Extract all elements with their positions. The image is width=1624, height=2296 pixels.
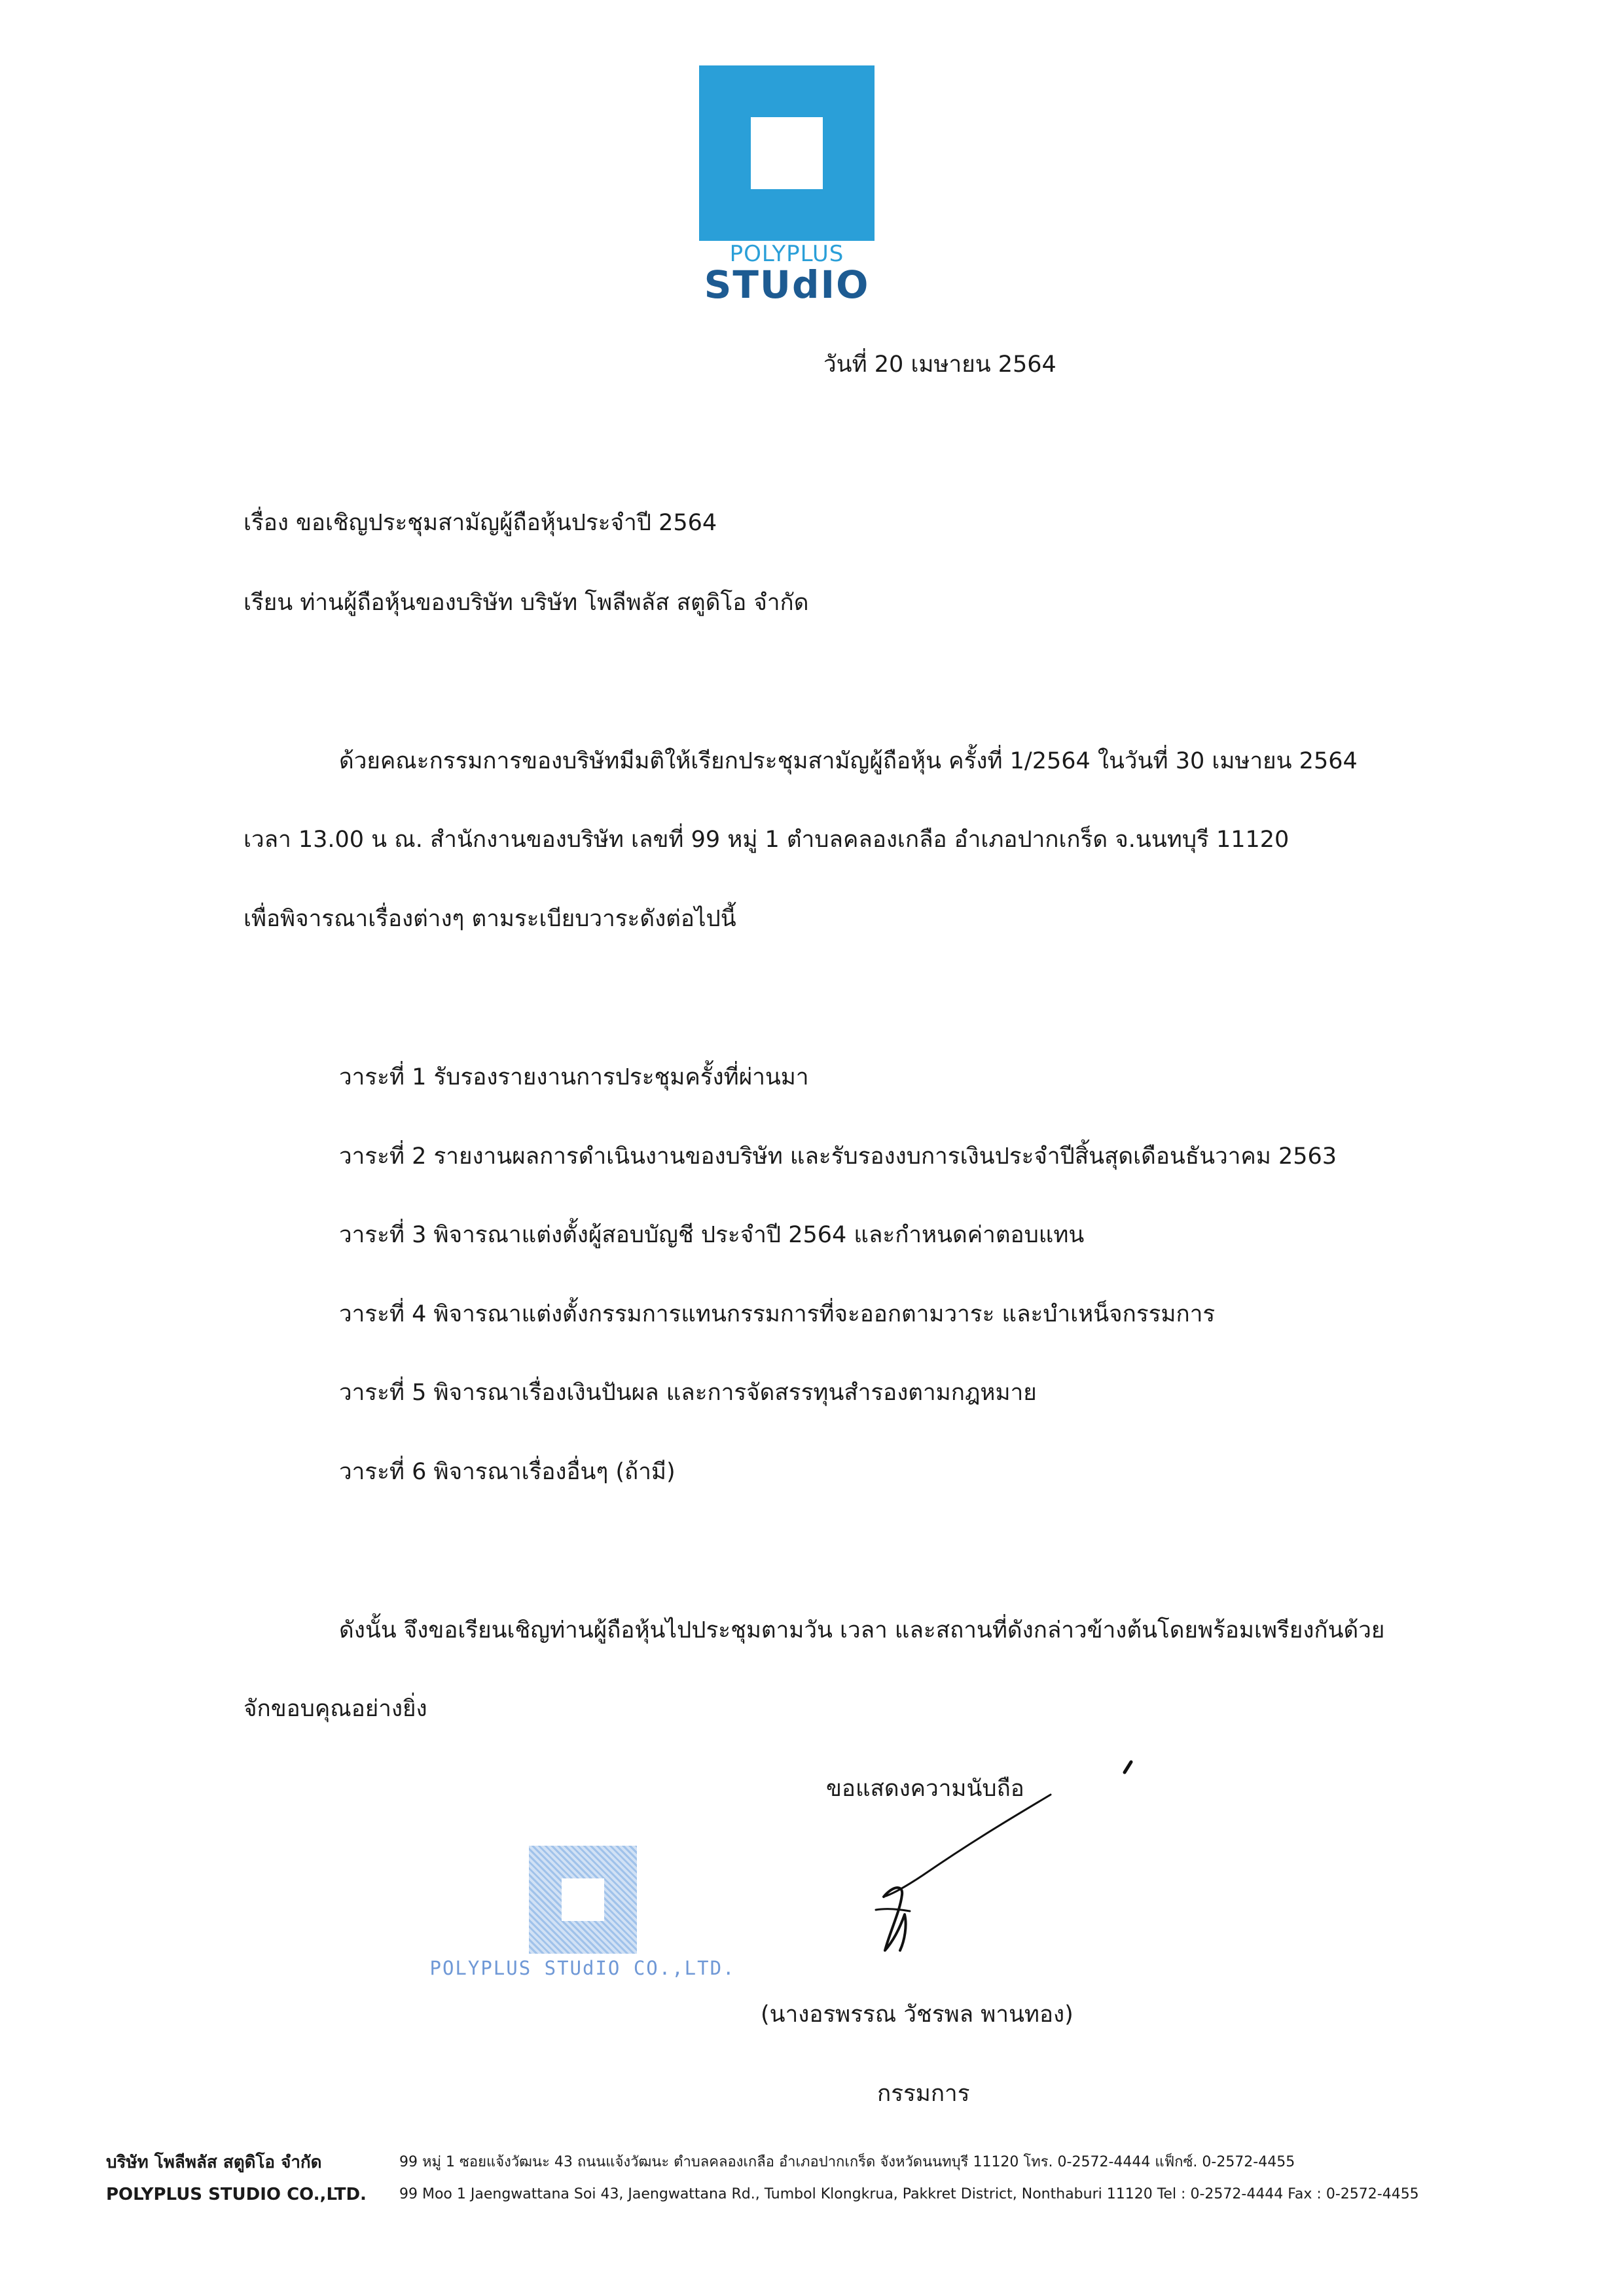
agenda-item: วาระที่ 2 รายงานผลการดำเนินงานของบริษัท และรับรองงบการเงินประจำปีสิ้นสุดเดือนธันวาคม 2563 [339, 1143, 1337, 1170]
company-stamp [419, 1846, 746, 1986]
footer-company-en: POLYPLUS STUDIO CO.,LTD. [106, 2185, 367, 2204]
footer-company-th: บริษัท โพลีพลัส สตูดิโอ จำกัด [106, 2153, 322, 2172]
agenda-item: วาระที่ 3 พิจารณาแต่งตั้งผู้สอบบัญชี ประจำปี 2564 และกำหนดค่าตอบแทน [339, 1222, 1085, 1248]
company-logo [699, 65, 875, 307]
footer-address-th: 99 หมู่ 1 ซอยแจ้งวัฒนะ 43 ถนนแจ้งวัฒนะ ตำบลคลองเกลือ อำเภอปากเกร็ด จังหวัดนนทบุรี 11120 โทร. 0-2572-4444 แฟ็กซ์. 0-2572-4455 [399, 2154, 1295, 2170]
logo-text-polyplus: POLYPLUS [729, 241, 844, 267]
signatory-name: (นางอรพรรณ วัชรพล พานทอง) [761, 2001, 1074, 2028]
regards-text: ขอแสดงความนับถือ [826, 1776, 1024, 1802]
signature-icon [864, 1754, 1139, 1964]
closing-line-1: ดังนั้น จึงขอเรียนเชิญท่านผู้ถือหุ้นไปประชุมตามวัน เวลา และสถานที่ดังกล่าวข้างต้นโดยพร้อมเพรียงกันด้วย [339, 1617, 1385, 1643]
body-line-2: เวลา 13.00 น ณ. สำนักงานของบริษัท เลขที่ 99 หมู่ 1 ตำบลคลองเกลือ อำเภอปากเกร็ด จ.นนทบุรี 11120 [244, 827, 1290, 853]
letter-date: วันที่ 20 เมษายน 2564 [823, 351, 1056, 378]
letter-subject: เรื่อง ขอเชิญประชุมสามัญผู้ถือหุ้นประจำปี 2564 [244, 510, 717, 536]
logo-text-studio: STUdIO [704, 262, 870, 307]
stamp-text: POLYPLUS STUdIO CO.,LTD. [429, 1957, 736, 1979]
agenda-item: วาระที่ 4 พิจารณาแต่งตั้งกรรมการแทนกรรมการที่จะออกตามวาระ และบำเหน็จกรรมการ [339, 1301, 1216, 1327]
footer-address-en: 99 Moo 1 Jaengwattana Soi 43, Jaengwattana Rd., Tumbol Klongkrua, Pakkret District, Nonthaburi 11120 Tel : 0-2572-4444 Fax : 0-2572-4455 [399, 2186, 1419, 2202]
agenda-item: วาระที่ 6 พิจารณาเรื่องอื่นๆ (ถ้ามี) [339, 1459, 676, 1485]
agenda-item: วาระที่ 5 พิจารณาเรื่องเงินปันผล และการจัดสรรทุนสำรองตามกฎหมาย [339, 1380, 1037, 1406]
body-line-1: ด้วยคณะกรรมการของบริษัทมีมติให้เรียกประชุมสามัญผู้ถือหุ้น ครั้งที่ 1/2564 ในวันที่ 30 เมษายน 2564 [339, 748, 1358, 774]
agenda-item: วาระที่ 1 รับรองรายงานการประชุมครั้งที่ผ่านมา [339, 1064, 809, 1090]
signatory-position: กรรมการ [877, 2081, 970, 2107]
body-line-3: เพื่อพิจารณาเรื่องต่างๆ ตามระเบียบวาระดังต่อไปนี้ [244, 906, 736, 932]
closing-line-2: จักขอบคุณอย่างยิ่ง [244, 1696, 427, 1722]
letter-recipient: เรียน ท่านผู้ถือหุ้นของบริษัท บริษัท โพลีพลัส สตูดิโอ จำกัด [244, 590, 809, 616]
